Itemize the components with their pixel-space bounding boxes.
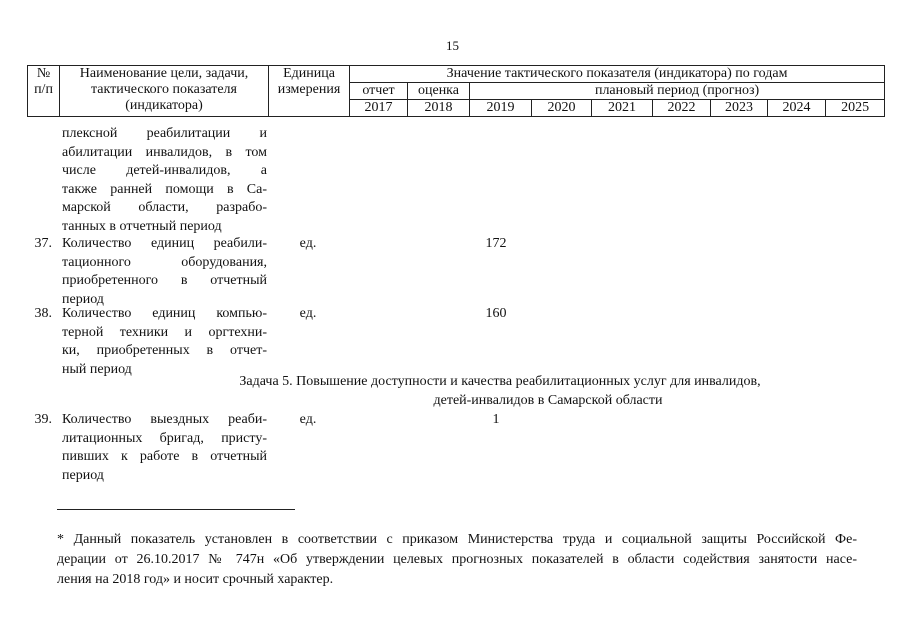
- row-unit: ед.: [299, 412, 317, 427]
- header-report: отчет: [350, 83, 408, 100]
- text-line: Количество выездных реаби-: [62, 412, 267, 427]
- header-unit: Единица измерения: [269, 66, 350, 117]
- text-line: абилитации инвалидов, в том: [62, 144, 267, 160]
- text-line: ный период: [62, 361, 132, 377]
- header-year: 2022: [653, 100, 711, 117]
- header-year: 2019: [470, 100, 532, 117]
- row-name: [62, 305, 267, 379]
- row-unit: ед.: [299, 236, 317, 251]
- footnote-separator: [57, 509, 295, 510]
- header-year: 2021: [592, 100, 653, 117]
- text-line: Количество единиц компью-: [62, 306, 267, 321]
- task-heading-line: Задача 5. Повышение доступности и качества реабилитационных услуг для инвалидов,: [239, 374, 761, 389]
- page-number: 15: [446, 38, 459, 53]
- text-line: пивших к работе в отчетный: [62, 449, 267, 464]
- header-values-title: Значение тактического показателя (индикатора) по годам: [350, 66, 885, 83]
- header-year: 2020: [532, 100, 592, 117]
- header-plan: плановый период (прогноз): [470, 83, 885, 100]
- text-line: период: [62, 291, 104, 307]
- header-year: 2018: [408, 100, 470, 117]
- text-line: ки, приобретенных в отчет-: [62, 343, 267, 358]
- text-line: литационных бригад, присту-: [62, 430, 267, 446]
- row-name: [62, 411, 267, 485]
- header-no: № п/п: [28, 66, 60, 117]
- row-value-2019: 1: [492, 412, 500, 427]
- row-number: 39.: [34, 412, 52, 427]
- footnote-line: ления на 2018 год» и носит срочный характер.: [57, 572, 334, 587]
- text-line: терной техники и оргтехни-: [62, 324, 267, 340]
- row-name: [62, 235, 267, 309]
- text-line: Количество единиц реабили-: [62, 236, 267, 251]
- row-value-2019: 160: [485, 306, 507, 321]
- text-line: также ранней помощи в Са-: [62, 181, 267, 197]
- text-line: марской области, разрабо-: [62, 200, 267, 215]
- row-unit: ед.: [299, 306, 317, 321]
- header-year: 2017: [350, 100, 408, 117]
- continuation-text: [62, 125, 267, 236]
- header-year: 2023: [711, 100, 768, 117]
- text-line: танных в отчетный период: [62, 218, 222, 234]
- footnote-line: * Данный показатель установлен в соответствии с приказом Министерства труда и социальной защиты Российской Фе-: [57, 532, 857, 547]
- footnote-line: дерации от 26.10.2017 № 747н «Об утверждении целевых прогнозных показателей в области содействия занятости насе-: [57, 552, 857, 567]
- text-line: период: [62, 467, 104, 483]
- text-line: числе детей-инвалидов, а: [62, 163, 267, 178]
- header-year: 2024: [768, 100, 826, 117]
- header-year: 2025: [826, 100, 885, 117]
- header-estimate: оценка: [408, 83, 470, 100]
- text-line: приобретенного в отчетный: [62, 273, 267, 288]
- footnote: [57, 530, 857, 590]
- header-name: Наименование цели, задачи, тактического показателя (индикатора): [60, 66, 269, 117]
- row-number: 38.: [34, 306, 52, 321]
- text-line: плексной реабилитации и: [62, 126, 267, 141]
- text-line: тационного оборудования,: [62, 254, 267, 270]
- row-number: 37.: [34, 236, 52, 251]
- task-heading: [150, 373, 850, 410]
- row-value-2019: 172: [485, 236, 507, 251]
- task-heading-line: детей-инвалидов в Самарской области: [433, 392, 663, 408]
- indicator-table-header: [27, 65, 885, 117]
